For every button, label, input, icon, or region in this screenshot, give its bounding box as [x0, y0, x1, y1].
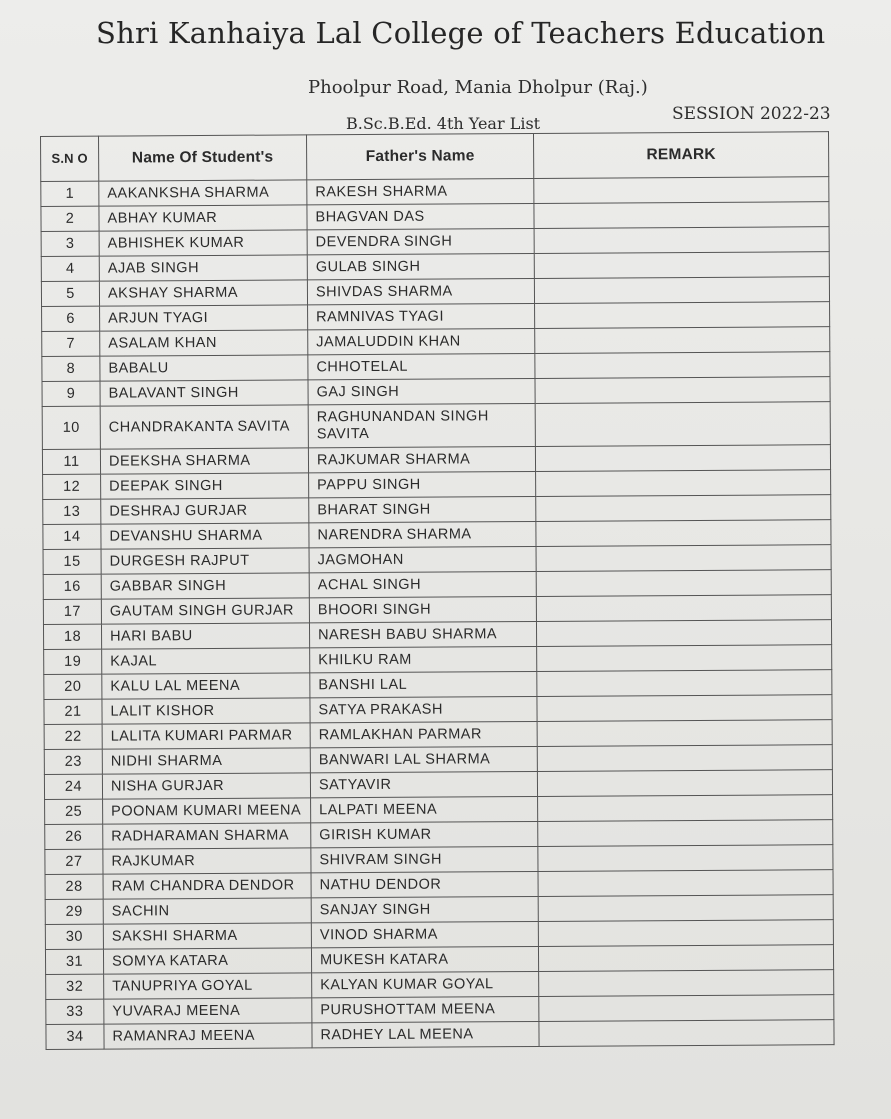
student-name-cell: ABHAY KUMAR — [99, 205, 307, 231]
father-name-cell: RAJKUMAR SHARMA — [308, 446, 535, 472]
remark-cell — [534, 252, 829, 279]
remark-cell — [535, 402, 830, 447]
remark-cell — [535, 445, 830, 472]
father-name-cell: KHILKU RAM — [310, 646, 537, 672]
column-header-father-name: Father's Name — [306, 133, 533, 179]
sno-cell: 9 — [42, 381, 100, 406]
sno-cell: 24 — [44, 774, 102, 799]
father-name-cell: SANJAY SINGH — [311, 896, 538, 922]
sno-cell: 27 — [45, 849, 103, 874]
father-name-cell: MUKESH KATARA — [311, 946, 538, 972]
student-name-cell: AAKANKSHA SHARMA — [99, 180, 307, 206]
sno-cell: 15 — [43, 549, 101, 574]
remark-cell — [537, 720, 832, 747]
father-name-cell: RADHEY LAL MEENA — [312, 1021, 539, 1047]
student-name-cell: SAKSHI SHARMA — [103, 923, 311, 949]
student-name-cell: RAMANRAJ MEENA — [104, 1023, 312, 1049]
sno-cell: 12 — [43, 474, 101, 499]
student-name-cell: DURGESH RAJPUT — [101, 548, 309, 574]
father-name-cell: PURUSHOTTAM MEENA — [312, 996, 539, 1022]
sno-cell: 11 — [42, 449, 100, 474]
sno-cell: 2 — [41, 206, 99, 231]
student-name-cell: DEEPAK SINGH — [101, 473, 309, 499]
father-name-cell: GULAB SINGH — [307, 253, 534, 279]
student-name-cell: SACHIN — [103, 898, 311, 924]
table-header-row — [41, 132, 829, 182]
student-name-cell: HARI BABU — [101, 623, 309, 649]
sno-cell: 32 — [46, 974, 104, 999]
remark-cell — [534, 177, 829, 204]
student-name-cell: LALIT KISHOR — [102, 698, 310, 724]
remark-cell — [536, 570, 831, 597]
father-name-cell: CHHOTELAL — [308, 353, 535, 379]
sno-cell: 18 — [43, 624, 101, 649]
remark-cell — [538, 795, 833, 822]
student-name-cell: ARJUN TYAGI — [100, 305, 308, 331]
remark-cell — [535, 352, 830, 379]
sno-cell: 4 — [41, 256, 99, 281]
student-name-cell: ASALAM KHAN — [100, 330, 308, 356]
remark-cell — [539, 970, 834, 997]
sno-cell: 10 — [42, 406, 100, 449]
sno-cell: 33 — [46, 999, 104, 1024]
sno-cell: 26 — [45, 824, 103, 849]
sno-cell: 17 — [43, 599, 101, 624]
student-name-cell: YUVARAJ MEENA — [104, 998, 312, 1024]
sno-cell: 21 — [44, 699, 102, 724]
sno-cell: 13 — [43, 499, 101, 524]
sno-cell: 30 — [45, 924, 103, 949]
remark-cell — [538, 895, 833, 922]
father-name-cell: NARESH BABU SHARMA — [309, 621, 536, 647]
father-name-cell: BHARAT SINGH — [309, 496, 536, 522]
student-name-cell: BALAVANT SINGH — [100, 380, 308, 406]
student-name-cell: NISHA GURJAR — [102, 773, 310, 799]
remark-cell — [537, 645, 832, 672]
remark-cell — [536, 595, 831, 622]
student-name-cell: LALITA KUMARI PARMAR — [102, 723, 310, 749]
remark-cell — [535, 327, 830, 354]
sno-cell: 22 — [44, 724, 102, 749]
student-name-cell: TANUPRIYA GOYAL — [104, 973, 312, 999]
remark-cell — [538, 870, 833, 897]
father-name-cell: RAKESH SHARMA — [307, 178, 534, 204]
remark-cell — [535, 377, 830, 404]
sno-cell: 3 — [41, 231, 99, 256]
father-name-cell: PAPPU SINGH — [309, 471, 536, 497]
remark-cell — [534, 202, 829, 229]
remark-cell — [538, 920, 833, 947]
sno-cell: 19 — [44, 649, 102, 674]
student-name-cell: AJAB SINGH — [99, 255, 307, 281]
student-name-cell: RAM CHANDRA DENDOR — [103, 873, 311, 899]
student-name-cell: GAUTAM SINGH GURJAR — [101, 598, 309, 624]
father-name-cell: SATYA PRAKASH — [310, 696, 537, 722]
sno-cell: 7 — [42, 331, 100, 356]
father-name-cell: GAJ SINGH — [308, 378, 535, 404]
sno-cell: 31 — [45, 949, 103, 974]
father-name-cell: KALYAN KUMAR GOYAL — [312, 971, 539, 997]
student-name-cell: RAJKUMAR — [103, 848, 311, 874]
father-name-cell: SHIVRAM SINGH — [311, 846, 538, 872]
remark-cell — [538, 845, 833, 872]
father-name-cell: BHAGVAN DAS — [307, 203, 534, 229]
sno-cell: 28 — [45, 874, 103, 899]
father-name-cell: ACHAL SINGH — [309, 571, 536, 597]
remark-cell — [536, 620, 831, 647]
student-name-cell: DESHRAJ GURJAR — [101, 498, 309, 524]
father-name-cell: GIRISH KUMAR — [311, 821, 538, 847]
father-name-cell: RAMNIVAS TYAGI — [308, 303, 535, 329]
remark-cell — [538, 820, 833, 847]
student-name-cell: RADHARAMAN SHARMA — [103, 823, 311, 849]
father-name-cell: RAGHUNANDAN SINGH SAVITA — [308, 403, 535, 447]
remark-cell — [537, 670, 832, 697]
father-name-cell: BANWARI LAL SHARMA — [310, 746, 537, 772]
student-name-cell: BABALU — [100, 355, 308, 381]
father-name-cell: RAMLAKHAN PARMAR — [310, 721, 537, 747]
remark-cell — [536, 495, 831, 522]
remark-cell — [536, 545, 831, 572]
sno-cell: 34 — [46, 1024, 104, 1049]
college-title: Shri Kanhaiya Lal College of Teachers Education — [96, 16, 826, 50]
remark-cell — [538, 945, 833, 972]
student-name-cell: CHANDRAKANTA SAVITA — [100, 405, 308, 449]
father-name-cell: VINOD SHARMA — [311, 921, 538, 947]
student-name-cell: AKSHAY SHARMA — [99, 280, 307, 306]
sno-cell: 8 — [42, 356, 100, 381]
father-name-cell: SATYAVIR — [310, 771, 537, 797]
sno-cell: 29 — [45, 899, 103, 924]
father-name-cell: BHOORI SINGH — [309, 596, 536, 622]
remark-cell — [537, 745, 832, 772]
sno-cell: 5 — [41, 281, 99, 306]
column-header-sno: S.N O — [41, 136, 99, 181]
student-list-table — [40, 131, 835, 1050]
college-address: Phoolpur Road, Mania Dholpur (Raj.) — [308, 77, 648, 98]
student-name-cell: KALU LAL MEENA — [102, 673, 310, 699]
remark-cell — [537, 770, 832, 797]
father-name-cell: JAMALUDDIN KHAN — [308, 328, 535, 354]
sno-cell: 14 — [43, 524, 101, 549]
remark-cell — [536, 470, 831, 497]
sno-cell: 25 — [45, 799, 103, 824]
table-body — [41, 177, 834, 1050]
remark-cell — [539, 995, 834, 1022]
column-header-remark: REMARK — [533, 132, 828, 179]
sno-cell: 16 — [43, 574, 101, 599]
remark-cell — [534, 227, 829, 254]
father-name-cell: SHIVDAS SHARMA — [307, 278, 534, 304]
session-label: SESSION 2022-23 — [672, 104, 831, 124]
father-name-cell: JAGMOHAN — [309, 546, 536, 572]
student-name-cell: DEVANSHU SHARMA — [101, 523, 309, 549]
student-name-cell: ABHISHEK KUMAR — [99, 230, 307, 256]
list-title: B.Sc.B.Ed. 4th Year List — [346, 114, 541, 133]
student-name-cell: KAJAL — [102, 648, 310, 674]
sno-cell: 20 — [44, 674, 102, 699]
father-name-cell: LALPATI MEENA — [311, 796, 538, 822]
table-row — [42, 402, 830, 450]
remark-cell — [534, 277, 829, 304]
student-name-cell: GABBAR SINGH — [101, 573, 309, 599]
father-name-cell: DEVENDRA SINGH — [307, 228, 534, 254]
remark-cell — [537, 695, 832, 722]
sno-cell: 1 — [41, 181, 99, 206]
table-row — [46, 1020, 834, 1050]
sno-cell: 6 — [42, 306, 100, 331]
sno-cell: 23 — [44, 749, 102, 774]
remark-cell — [539, 1020, 834, 1047]
column-header-student-name: Name Of Student's — [99, 135, 307, 181]
student-name-cell: POONAM KUMARI MEENA — [103, 798, 311, 824]
student-name-cell: DEEKSHA SHARMA — [100, 448, 308, 474]
student-name-cell: SOMYA KATARA — [103, 948, 311, 974]
remark-cell — [536, 520, 831, 547]
father-name-cell: NATHU DENDOR — [311, 871, 538, 897]
remark-cell — [535, 302, 830, 329]
student-name-cell: NIDHI SHARMA — [102, 748, 310, 774]
father-name-cell: NARENDRA SHARMA — [309, 521, 536, 547]
father-name-cell: BANSHI LAL — [310, 671, 537, 697]
student-list-table-wrapper — [40, 131, 835, 1050]
